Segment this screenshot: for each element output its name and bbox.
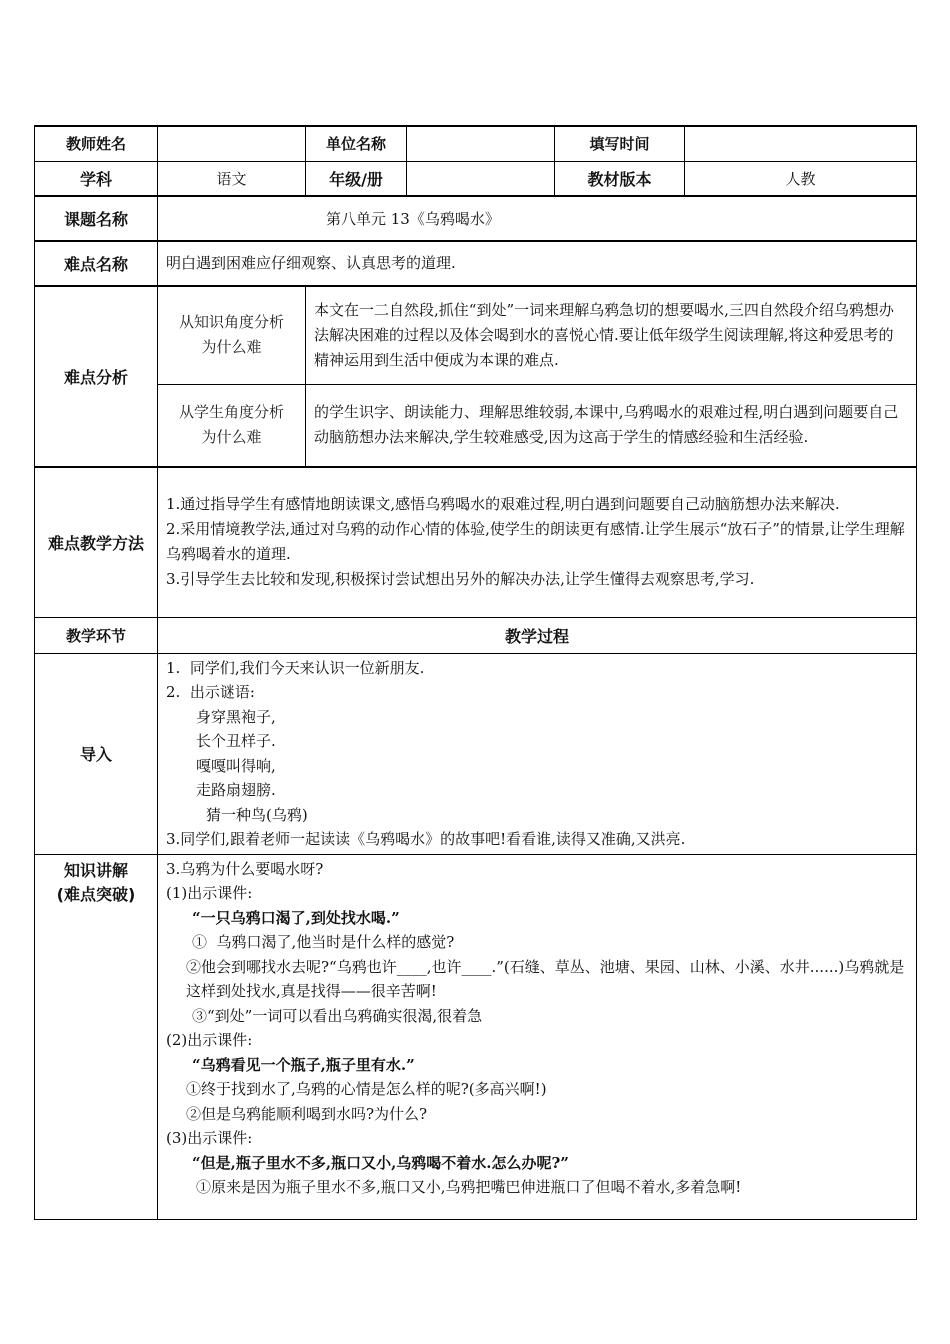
knowledge-angle-label-line1: 从知识角度分析: [178, 313, 284, 332]
unit-name-value: [407, 126, 555, 161]
knowledge-line: 3.乌鸦为什么要喝水呀?: [166, 859, 324, 878]
student-angle-text: 的学生识字、朗读能力、理解思维较弱,本课中,乌鸦喝水的艰难过程,明白遇到问题要自己动脑筋想办法来解决,学生较难感受,因为这高于学生的情感经验和生活经验.: [306, 384, 917, 467]
knowledge-line: (1)出示课件:: [166, 884, 253, 902]
knowledge-angle-label: [158, 286, 306, 384]
riddle-line: 嘎嘎叫得响,: [196, 756, 276, 775]
courseware-quote: “但是,瓶子里水不多,瓶口又小,乌鸦喝不着水.怎么办呢?”: [192, 1153, 569, 1172]
riddle-line: 长个丑样子.: [196, 732, 276, 750]
fill-time-label: 填写时间: [555, 126, 685, 161]
student-angle-label-line2: 为什么难: [201, 428, 262, 447]
knowledge-label-line1: 知识讲解: [63, 860, 128, 880]
knowledge-line: ②但是乌鸦能顺利喝到水吗?为什么?: [186, 1104, 428, 1123]
knowledge-line: ①终于找到水了,乌鸦的心情是怎么样的呢?(多高兴啊!): [186, 1080, 547, 1098]
topic-label: 课题名称: [35, 196, 158, 241]
intro-label: 导入: [35, 653, 158, 854]
method-item: 2.采用情境教学法,通过对乌鸦的动作心情的体验,使学生的朗读更有感情.让学生展示“放石子”的情景,让学生理解乌鸦喝着水的道理.: [166, 520, 905, 564]
riddle-line: 身穿黑袍子,: [196, 707, 276, 726]
riddle-answer: 猜一种鸟(乌鸦): [206, 805, 308, 824]
topic-value: 第八单元 13《乌鸦喝水》: [158, 196, 917, 241]
student-angle-label: [158, 384, 306, 467]
method-item: 1.通过指导学生有感情地朗读课文,感悟乌鸦喝水的艰难过程,明白遇到问题要自己动脑筋想办法来解决.: [166, 495, 840, 514]
subject-label: 学科: [35, 161, 158, 196]
knowledge-angle-text: 本文在一二自然段,抓住“到处”一词来理解乌鸦急切的想要喝水,三四自然段介绍乌鸦想办法解决困难的过程以及体会喝到水的喜悦心情.要让低年级学生阅读理解,将这种爱思考的精神运用到生活中便成为本课的难点.: [306, 286, 917, 384]
intro-line: 3.同学们,跟着老师一起读读《乌鸦喝水》的故事吧!看看谁,读得又准确,又洪亮.: [166, 830, 686, 848]
knowledge-line: (3)出示课件:: [166, 1129, 253, 1147]
riddle-line: 走路扇翅膀.: [196, 781, 276, 799]
knowledge-line: ②他会到哪找水去呢?“乌鸦也许____,也许____.”(石缝、草丛、池塘、果园、山林、小溪、水井......)乌鸦就是这样到处找水,真是找得——很辛苦啊!: [186, 957, 905, 1000]
lesson-plan-sheet: [34, 125, 916, 1220]
method-content: [158, 467, 917, 617]
intro-line: 2. 出示谜语:: [166, 683, 255, 701]
fill-time-value: [685, 126, 917, 161]
process-header: 教学过程: [158, 617, 917, 653]
knowledge-label: [35, 854, 158, 1219]
subject-value: 语文: [158, 161, 306, 196]
intro-line: 1. 同学们,我们今天来认识一位新朋友.: [166, 658, 425, 677]
unit-name-label: 单位名称: [306, 126, 407, 161]
grade-label: 年级/册: [306, 161, 407, 196]
teacher-name-label: 教师姓名: [35, 126, 158, 161]
knowledge-content: [158, 854, 917, 1219]
courseware-quote: “乌鸦看见一个瓶子,瓶子里有水.”: [192, 1055, 415, 1074]
difficulty-label: 难点名称: [35, 241, 158, 286]
edition-value: 人教: [685, 161, 917, 196]
grade-value: [407, 161, 555, 196]
edition-label: 教材版本: [555, 161, 685, 196]
knowledge-line: (2)出示课件:: [166, 1031, 253, 1049]
knowledge-line: ③“到处”一词可以看出乌鸦确实很渴,很着急: [192, 1006, 483, 1025]
lesson-plan-table: [34, 125, 917, 1220]
courseware-quote: “一只乌鸦口渴了,到处找水喝.”: [192, 908, 400, 927]
analysis-label: 难点分析: [35, 286, 158, 467]
knowledge-angle-label-line2: 为什么难: [201, 338, 262, 357]
student-angle-label-line1: 从学生角度分析: [178, 403, 284, 422]
intro-content: [158, 653, 917, 854]
teacher-name-value: [158, 126, 306, 161]
method-item: 3.引导学生去比较和发现,积极探讨尝试想出另外的解决办法,让学生懂得去观察思考,学习.: [166, 570, 755, 589]
knowledge-line: ① 乌鸦口渴了,他当时是什么样的感觉?: [192, 933, 455, 951]
stage-header: 教学环节: [35, 617, 158, 653]
knowledge-line: ①原来是因为瓶子里水不多,瓶口又小,乌鸦把嘴巴伸进瓶口了但喝不着水,多着急啊!: [196, 1178, 742, 1196]
method-label: 难点教学方法: [35, 467, 158, 617]
difficulty-value: 明白遇到困难应仔细观察、认真思考的道理.: [158, 241, 917, 286]
knowledge-label-line2: (难点突破): [56, 884, 136, 904]
